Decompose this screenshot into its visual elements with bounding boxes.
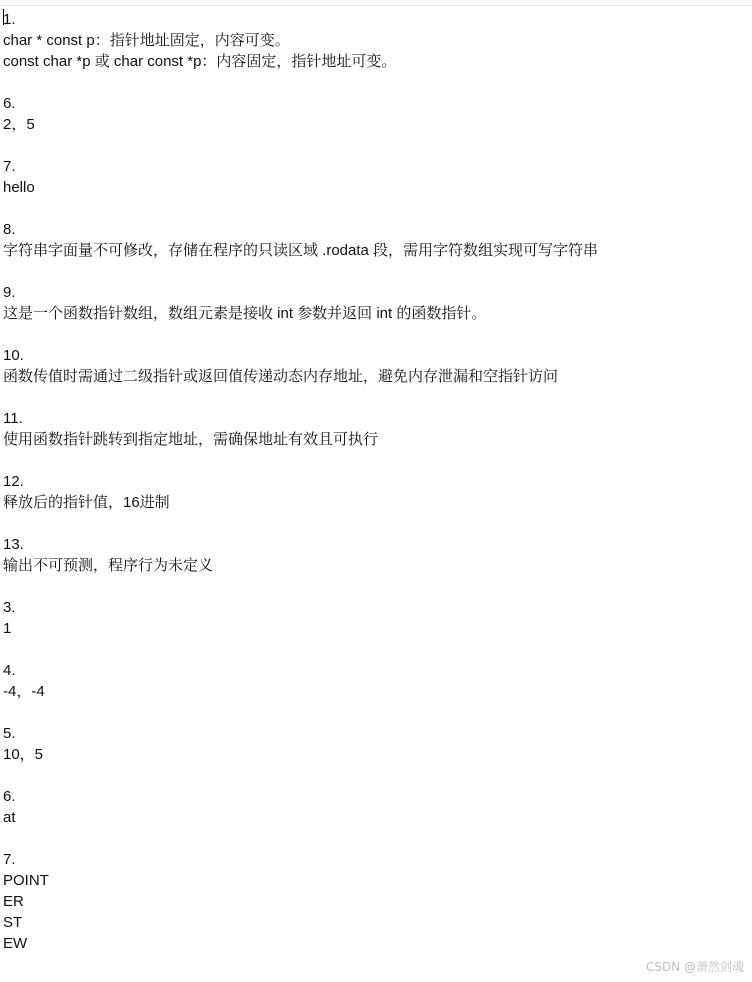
answer-number: 3. (3, 599, 16, 616)
answer-block (3, 282, 743, 324)
answer-text: 字符串字面量不可修改，存储在程序的只读区域 .rodata 段，需用字符数组实现可写字符串 (3, 242, 599, 259)
answer-text: hello (3, 179, 35, 196)
answer-block (3, 219, 743, 261)
answer-text: 这是一个函数指针数组，数组元素是接收 int 参数并返回 int 的函数指针。 (3, 305, 487, 322)
answer-text: 1 (3, 620, 12, 637)
answer-text: 2，5 (3, 116, 35, 133)
answer-number: 7. (3, 851, 16, 868)
answer-block (3, 156, 743, 198)
answer-text: 函数传值时需通过二级指针或返回值传递动态内存地址，避免内存泄漏和空指针访问 (3, 368, 559, 385)
answer-number: 5. (3, 725, 16, 742)
answer-block (3, 9, 743, 72)
answer-block (3, 408, 743, 450)
answer-block (3, 660, 743, 702)
answer-text: POINT (3, 872, 49, 889)
answer-number: 13. (3, 536, 24, 553)
answer-number: 6. (3, 788, 16, 805)
answer-block (3, 93, 743, 135)
answer-block (3, 723, 743, 765)
answer-text: ER (3, 893, 24, 910)
answer-text: 使用函数指针跳转到指定地址，需确保地址有效且可执行 (3, 431, 379, 448)
answer-text: at (3, 809, 16, 826)
answer-number: 12. (3, 473, 24, 490)
document-content[interactable] (3, 9, 743, 975)
answer-text: ST (3, 914, 23, 931)
answer-block (3, 597, 743, 639)
answer-block (3, 534, 743, 576)
answer-number: 1. (3, 11, 16, 28)
answer-number: 11. (3, 410, 23, 427)
answer-number: 7. (3, 158, 16, 175)
answer-block (3, 345, 743, 387)
top-strip (0, 0, 752, 6)
answer-text: EW (3, 935, 28, 952)
answer-text: 输出不可预测，程序行为未定义 (3, 557, 214, 574)
answer-text: 释放后的指针值，16进制 (3, 494, 170, 511)
answer-number: 4. (3, 662, 16, 679)
answer-block (3, 471, 743, 513)
answer-text: 10，5 (3, 746, 44, 763)
csdn-watermark: CSDN @萧然剑魂 (645, 960, 744, 974)
answer-number: 9. (3, 284, 16, 301)
answer-block (3, 849, 743, 954)
answer-number: 8. (3, 221, 16, 238)
answer-text: -4，-4 (3, 683, 45, 700)
answer-number: 6. (3, 95, 16, 112)
answer-text: const char *p 或 char const *p：内容固定，指针地址可变。 (3, 53, 397, 70)
answer-number: 10. (3, 347, 24, 364)
answer-text: char * const p：指针地址固定，内容可变。 (3, 32, 290, 49)
answer-block (3, 786, 743, 828)
